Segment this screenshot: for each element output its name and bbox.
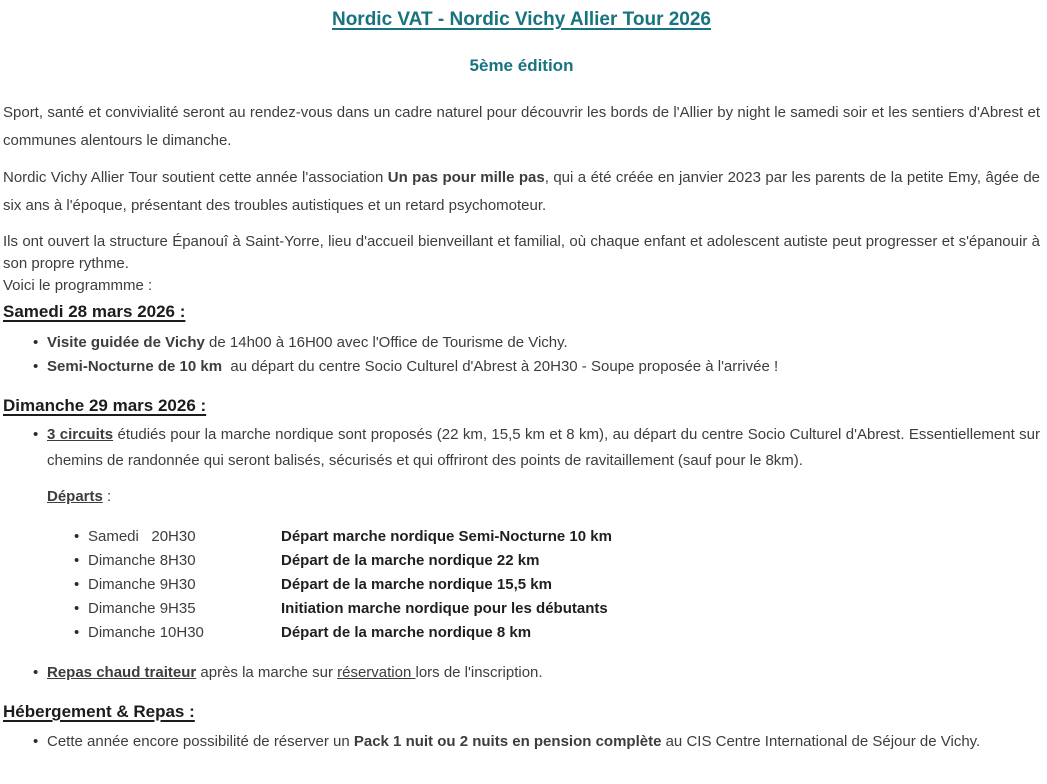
repas-text: après la marche sur [196,664,338,681]
schedule-row [3,573,1040,597]
pack-bold-label: Pack 1 nuit ou 2 nuits en pension complète [353,733,662,750]
page-subtitle: 5ème édition [469,56,574,75]
schedule-row [3,525,1040,549]
schedule-description: Initiation marche nordique pour les débutants [281,600,608,617]
document-page [0,9,1047,754]
departs-label-line [47,486,1040,508]
schedule-description: Départ de la marche nordique 15,5 km [281,576,552,593]
departs-label: Départs [47,488,103,505]
schedule-row [3,621,1040,645]
departure-schedule-list [3,525,1040,645]
circuits-bold-label: 3 circuits [47,426,114,443]
circuits-text: étudiés pour la marche nordique sont proposés (22 km, 15,5 km et 8 km), au départ du centre Socio Culturel d'Abrest. Essentiellement sur chemins de randonnée qui seront balisés, sécurisés et qui offriront des points de ravitaillement (sauf pour le 8km). [47,426,1041,469]
association-name: Un pas pour mille pas [387,169,545,186]
intro-p2-text-after: , qui a été créée en janvier 2023 par les parents de la petite Emy, âgée de six ans à l'époque, présentant des troubles autistiques et un retard psychomoteur. [3,169,1040,214]
list-item-visite-guidee [3,331,1040,355]
item-text: au départ du centre Socio Culturel d'Abrest à 20H30 - Soupe proposée à l'arrivée ! [222,358,779,375]
intro-paragraph-1: Sport, santé et convivialité seront au rendez-vous dans un cadre naturel pour découvrir les bords de l'Allier by night le samedi soir et les sentiers d'Abrest et communes alentours le dimanche. [3,104,1040,149]
schedule-day-time: • Samedi 20H30 [88,528,196,545]
lodging-text-after: au CIS Centre International de Séjour de Vichy. [661,733,981,750]
page-title: Nordic VAT - Nordic Vichy Allier Tour 2026 [331,9,712,30]
reservation-underlined-text[interactable]: réservation [337,664,416,681]
schedule-description: Départ de la marche nordique 22 km [281,552,540,569]
item-bold-label: Visite guidée de Vichy [47,334,205,351]
departs-colon: : [102,488,112,505]
intro-paragraph-3: Ils ont ouvert la structure Épanouî à Saint-Yorre, lieu d'accueil bienveillant et familial, où chaque enfant et adolescent autiste peut progresser et s'épanouir à son propre rythme. [3,233,1040,272]
schedule-description: Départ de la marche nordique 8 km [281,624,532,641]
lodging-text: Cette année encore possibilité de réserver un [47,733,354,750]
schedule-day-time: • Dimanche 8H30 [88,552,196,569]
repas-bold-label: Repas chaud traiteur [47,664,197,681]
list-item-circuits [3,422,1040,474]
schedule-row [3,597,1040,621]
list-item-repas [3,661,1040,685]
repas-list [3,661,1040,685]
repas-text-end: lors de l'inscription. [415,664,543,681]
program-lead-in: Voici le programmme : [3,277,153,294]
item-text: de 14h00 à 16H00 avec l'Office de Tourisme de Vichy. [204,334,568,351]
list-item-semi-nocturne [3,355,1040,379]
schedule-description: Départ marche nordique Semi-Nocturne 10 km [281,528,612,545]
lodging-list [3,730,1040,754]
section-heading-saturday: Samedi 28 mars 2026 : [3,302,186,321]
list-item-pack [3,730,1040,754]
schedule-day-time: • Dimanche 9H30 [88,576,196,593]
schedule-day-time: • Dimanche 9H35 [88,600,196,617]
saturday-list [3,331,1040,379]
schedule-day-time: • Dimanche 10H30 [88,624,204,641]
item-bold-label: Semi-Nocturne de 10 km [47,358,223,375]
sunday-list [3,422,1040,474]
intro-paragraph-2 [3,164,1040,220]
section-heading-sunday: Dimanche 29 mars 2026 : [3,396,207,415]
section-heading-lodging: Hébergement & Repas : [3,702,195,721]
intro-p2-text: Nordic Vichy Allier Tour soutient cette année l'association [3,169,388,186]
schedule-row [3,549,1040,573]
